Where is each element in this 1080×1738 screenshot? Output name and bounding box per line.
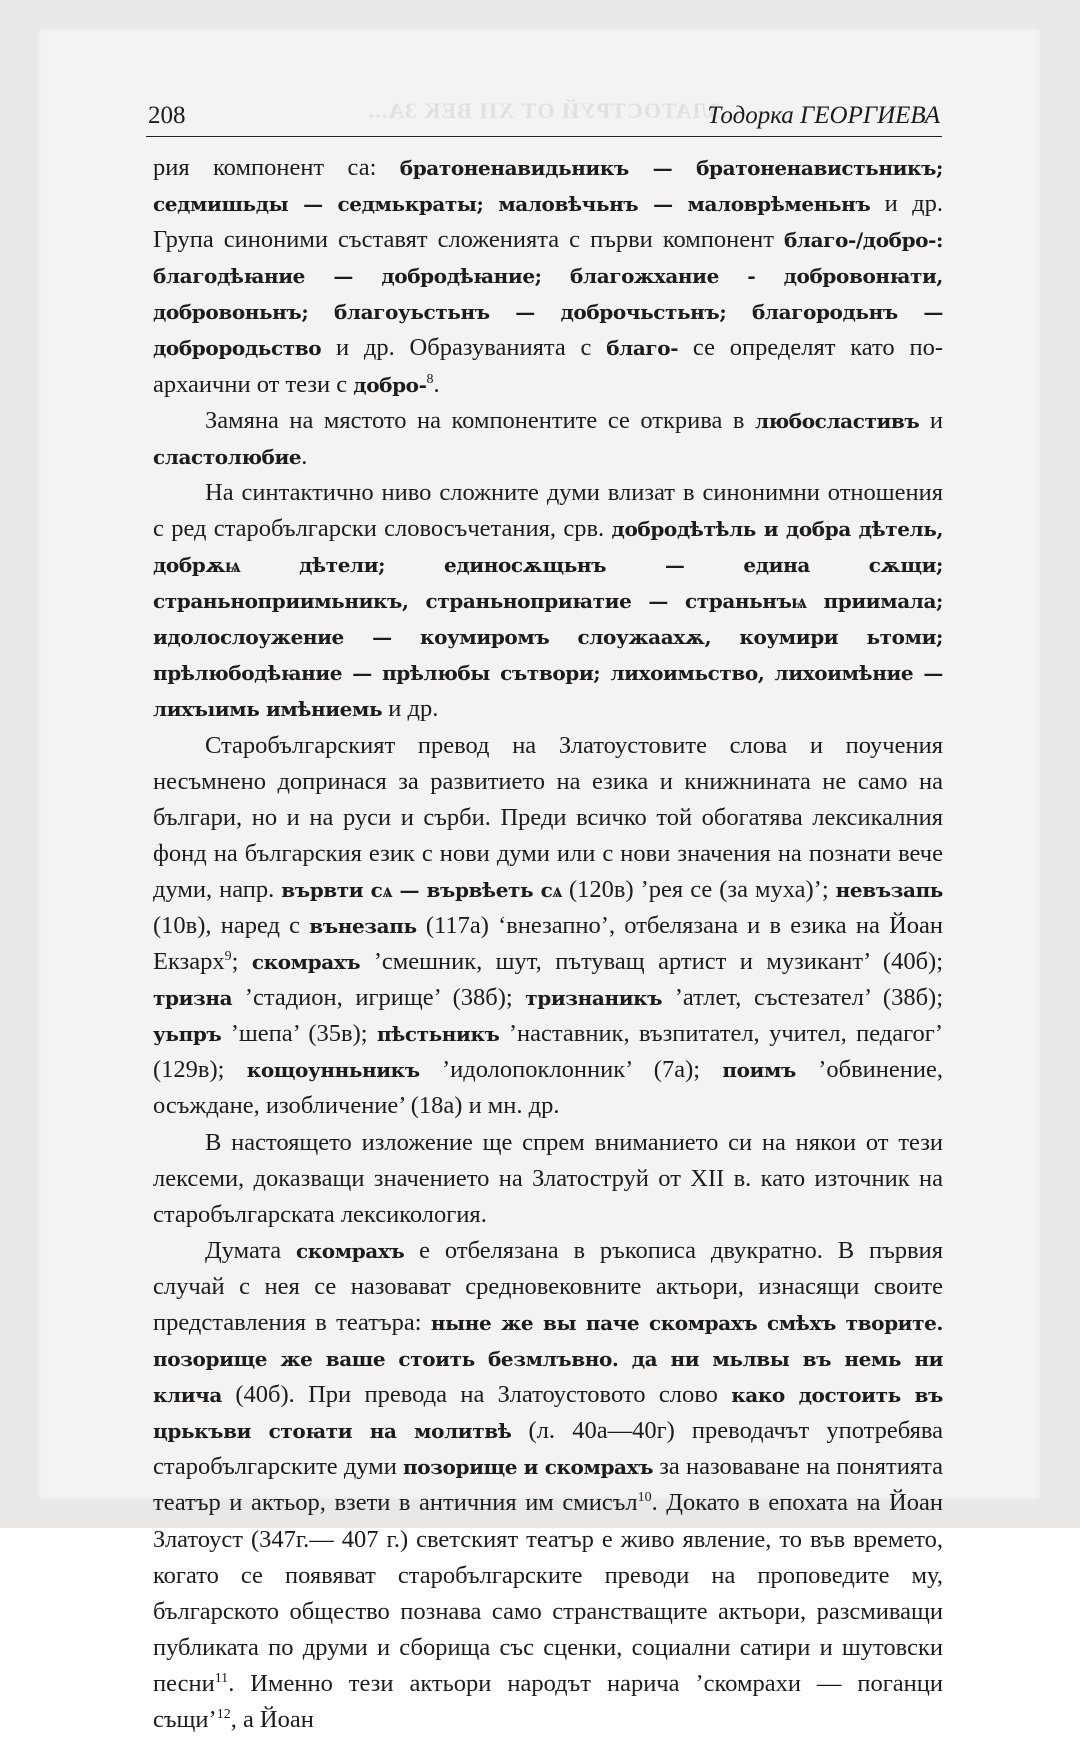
paragraph-1 <box>153 150 943 403</box>
text-run: е отбелязана в ръкописа двукратно. В първия случай с нея се назовават средновековните актьори, изнасящи своите представления в театъра: <box>153 1236 943 1336</box>
old-bulgarian-word: братоненавидьникъ — братоненавистьникъ; седмишьды — седмькраты; маловѣчьнъ — маловрѣменьнъ <box>153 156 943 217</box>
footnote-ref: 12 <box>216 1706 231 1722</box>
text-run: . <box>301 442 308 470</box>
text-run: ; <box>231 948 252 976</box>
text-run: (120в) ’рея се (за муха)’; <box>562 875 836 903</box>
text-run: (40б). При превода на Златоустовото слово <box>221 1381 732 1409</box>
paragraph-3 <box>153 475 943 728</box>
text-run: рия компонент са: <box>153 154 400 181</box>
page-number: 208 <box>148 102 186 129</box>
text-run: и <box>919 406 943 434</box>
footnote-ref: 9 <box>224 948 232 964</box>
text-run: ’шепа’ (35в); <box>221 1020 377 1048</box>
old-bulgarian-word: скомрахъ <box>295 1238 405 1263</box>
text-run: ’смешник, шут, пътуващ артист и музикант’ (40б); <box>360 948 944 976</box>
old-bulgarian-word: тризна <box>153 986 233 1011</box>
text-run: ’стадион, игрище’ (38б); <box>232 984 526 1012</box>
footnote-ref: 11 <box>214 1670 229 1686</box>
text-run: ’наставник, възпитател, учител, педагог’ (129в); <box>153 1020 943 1084</box>
text-run: На синтактично ниво сложните думи влизат в синонимни отношения с ред старобългарски словосъчетания, срв. <box>153 478 943 542</box>
old-bulgarian-word: позорище и скомрахъ <box>403 1455 654 1480</box>
old-bulgarian-word: скомрахъ <box>251 950 361 975</box>
text-run: Думата <box>205 1236 296 1264</box>
text-run: , а Йоан <box>230 1706 314 1734</box>
paragraph-5 <box>153 1125 943 1233</box>
old-bulgarian-word: добро- <box>353 372 427 397</box>
paragraph-2 <box>153 403 943 475</box>
text-run: Замяна на мястото на компонентите се открива в <box>205 406 755 434</box>
old-bulgarian-word: кощоунньникъ <box>246 1058 420 1083</box>
old-bulgarian-quote: ныне же вы паче скомрахъ смѣхъ творите. позорище же ваше стоить безмлъвно. да ни мьлвы въ немь ни клича <box>153 1311 943 1408</box>
old-bulgarian-title: како достоить въ црькъви стоꙗти на молитвѣ <box>153 1383 943 1444</box>
text-run: . Именно тези актьори народът нарича ’скомрахи — поганци същи’ <box>153 1669 943 1734</box>
running-author: Тодорка ГЕОРГИЕВА <box>707 102 940 129</box>
old-bulgarian-word: благо- <box>606 336 679 361</box>
old-bulgarian-word: любосластивъ <box>754 408 920 433</box>
text-run: . <box>433 370 440 398</box>
text-run: Старобългарският превод на Златоустовите слова и поучения несъмнено допринася за развитието на езика и книжнината не само на българи, но и на руси и сърби. Преди всичко той обогатява лексикалния фонд на българския език с нови думи или с нови значения на познати вече думи, напр. <box>153 731 943 903</box>
old-bulgarian-word: вървти сѧ — вървѣеть сѧ <box>281 877 563 902</box>
old-bulgarian-word: тризнаникъ <box>525 986 663 1011</box>
footnote-ref: 8 <box>426 371 434 387</box>
text-run: (л. 40а—40г) преводачът употребява старобългарските думи <box>153 1417 943 1481</box>
running-header <box>146 100 942 137</box>
paragraph-4 <box>153 728 943 1125</box>
text-run: В настоящето изложение ще спрем вниманието си на някои от тези лексеми, доказващи значението на Златоструй от XII в. като източник на старобългарската лексикология. <box>153 1128 943 1228</box>
text-run: се определят като по-архаични от тези с <box>153 334 943 398</box>
old-bulgarian-word: сластолюбие <box>153 444 302 469</box>
old-bulgarian-word: благо-/добро-: благодѣꙗние — добродѣꙗние; благожхание - добровонꙗти, добровоньнъ; благоуьстьнъ — доброчьстьнъ; благородьнъ — доброродьство <box>153 228 943 361</box>
footnote-ref: 10 <box>637 1490 652 1506</box>
old-bulgarian-word: вънезапь <box>309 913 417 938</box>
old-bulgarian-word: невъзапь <box>835 877 943 902</box>
bleed-through-text: ...ЗЛАТОСТРУЙ ОТ XII ВЕК ЗА... <box>367 98 740 123</box>
paragraph-6 <box>153 1233 943 1738</box>
text-run: ’атлет, състезател’ (38б); <box>662 984 944 1012</box>
text-run: и др. <box>382 695 439 723</box>
text-run: ’идолопоклонник’ (7а); <box>419 1056 723 1084</box>
old-bulgarian-word: добродѣтѣль и добра дѣтель, добрѫѩ дѣтели; единосѫщьнъ — едина сѫщи; страньноприимьникъ, страньноприꙗтие — страньнъѩ приимала; идолослоужение — коумиромъ слоужаахѫ, коумири ьтоми; прѣлюбодѣꙗние — прѣлюбы сътвори; лихоимьство, лихоимѣние — лихъıимь имѣниемь <box>153 516 944 722</box>
text-run: (117а) ‘внезапно’, отбелязана и в езика на Йоан Екзарх <box>153 911 943 976</box>
old-bulgarian-word: поимъ <box>722 1058 796 1083</box>
text-run: (10в), наред с <box>153 911 310 939</box>
body-text <box>153 150 943 1738</box>
text-run: ’обвинение, осъждане, изобличение’ (18а) и мн. др. <box>153 1056 943 1120</box>
old-bulgarian-word: пѣстьникъ <box>376 1022 500 1047</box>
text-run: и др. Образуванията с <box>321 334 607 362</box>
text-run: и др. Група синоними съставят сложенията с първи компонент <box>153 190 944 254</box>
old-bulgarian-word: уьпръ <box>153 1022 222 1047</box>
text-run: за назоваване на понятията театър и актьор, взети в античния им смисъл <box>153 1453 943 1517</box>
text-run: . Докато в епохата на Йоан Златоуст (347г.— 407 г.) светският театър е живо явление, то във времето, когато се появяват старобългарските преводи на проповедите му, българското общество познава само странстващите актьори, разсмиващи публиката по друми и сборища със сценки, социални сатири и шутовски песни <box>153 1489 943 1697</box>
